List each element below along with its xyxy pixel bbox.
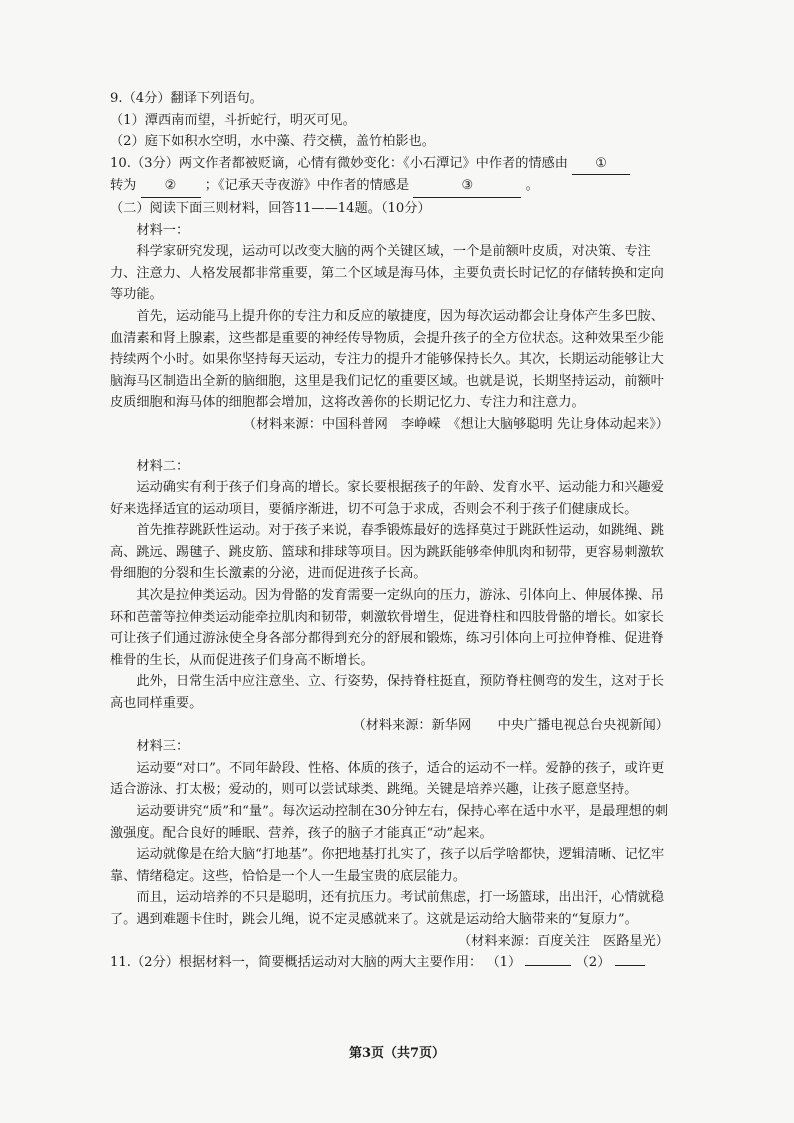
material-2-label: 材料二： (136, 458, 190, 474)
material-2-source: （材料来源：新华网 中央广播电视总台央视新闻） (352, 717, 669, 733)
answer-blank-3[interactable]: ③ (413, 175, 521, 198)
material-3-paragraph-1: 运动要“对口”。不同年龄段、性格、体质的孩子，适合的运动不一样。爱静的孩子，或许更适合游泳、打太极；爱动的，则可以尝试球类、跳绳。关键是培养兴趣，让孩子愿意坚持。 (110, 760, 665, 798)
question-10-line-2: 转为 ② ；《记承天寺夜游》中作者的情感是 ③ 。 (110, 175, 675, 198)
material-3-label: 材料三： (136, 739, 190, 755)
question-9: 9.（4分）翻译下列语句。 (110, 91, 263, 106)
page-number: 第3页（共7页） (348, 1046, 446, 1061)
answer-blank-1[interactable]: ① (572, 153, 630, 176)
question-10-line-1: 10.（3分）两文作者都被贬谪，心情有微妙变化：《小石潭记》中作者的情感由 ① (110, 153, 675, 176)
material-1-paragraph-1: 科学家研究发现，运动可以改变大脑的两个关键区域，一个是前额叶皮质，对决策、专注力、注意力、人格发展都非常重要，第二个区域是海马体，主要负责长时记忆的存储转换和定向等功能。 (110, 244, 664, 303)
section-2-heading: （二）阅读下面三则材料，回答11——14题。（10分） (110, 200, 431, 216)
question-9-sentence-2: （2）庭下如积水空明，水中藻、荇交横，盖竹柏影也。 (110, 134, 435, 150)
material-2-paragraph-3: 其次是拉伸类运动。因为骨骼的发育需要一定纵向的压力，游泳、引体向上、伸展体操、吊环和芭蕾等拉伸类运动能牵拉肌肉和韧带，刺激软骨增生，促进脊柱和四肢骨骼的增长。如家长可让孩子们通过游泳使全身各部分都得到充分的舒展和锻炼，练习引体向上可拉伸脊椎、促进脊椎骨的生长，从而促进孩子们身高不断增长。 (110, 588, 664, 668)
material-2-paragraph-4: 此外，日常生活中应注意坐、立、行姿势，保持脊柱挺直，预防脊柱侧弯的发生，这对于长高也同样重要。 (110, 674, 664, 712)
material-2-paragraph-2: 首先推荐跳跃性运动。对于孩子来说，春季锻炼最好的选择莫过于跳跃性运动，如跳绳、跳高、跳远、踢毽子、跳皮筋、篮球和排球等项目。因为跳跃能够牵伸肌肉和韧带，更容易刺激软骨细胞的分裂和生长激素的分泌，进而促进孩子长高。 (110, 523, 664, 582)
question-11: 11.（2分）根据材料一，简要概括运动对大脑的两大主要作用： （1） （2） (110, 952, 675, 974)
page-content (110, 88, 675, 974)
material-1-paragraph-2: 首先，运动能马上提升你的专注力和反应的敏捷度，因为每次运动都会让身体产生多巴胺、血清素和肾上腺素，这些都是重要的神经传导物质，会提升孩子的全方位状态。这种效果至少能持续两个小时。如果你坚持每天运动，专注力的提升才能够保持长久。其次，长期运动能够让大脑海马区制造出全新的脑细胞，这里是我们记忆的重要区域。也就是说，长期坚持运动，前额叶皮质细胞和海马体的细胞都会增加，这将改善你的长期记忆力、专注力和注意力。 (110, 308, 664, 411)
material-1-label: 材料一： (136, 222, 190, 238)
answer-blank-2[interactable]: ② (141, 175, 201, 198)
material-2-paragraph-1: 运动确实有利于孩子们身高的增长。家长要根据孩子的年龄、发育水平、运动能力和兴趣爱好来选择适宜的运动项目，要循序渐进，切不可急于求成，否则会不利于孩子们健康成长。 (110, 480, 664, 517)
material-3-paragraph-3: 运动就像是在给大脑“打地基”。你把地基打扎实了，孩子以后学啥都快，逻辑清晰、记忆牢靠、情绪稳定。这些，恰恰是一个人一生最宝贵的底层能力。 (110, 847, 665, 884)
answer-blank-11-1[interactable] (525, 965, 571, 966)
answer-blank-11-2[interactable] (615, 965, 645, 966)
material-1-source: （材料来源：中国科普网 李峥嵘 《想让大脑够聪明 先让身体动起来》） (242, 416, 669, 432)
material-3-paragraph-2: 运动要讲究“质”和“量”。每次运动控制在30分钟左右，保持心率在适中水平，是最理想的刺激强度。配合良好的睡眠、营养，孩子的脑子才能真正“动”起来。 (110, 804, 669, 841)
question-9-sentence-1: （1）潭西南而望，斗折蛇行，明灭可见。 (110, 112, 356, 128)
material-3-paragraph-4: 而且，运动培养的不只是聪明，还有抗压力。考试前焦虑，打一场篮球，出出汗，心情就稳了。遇到难题卡住时，跳会儿绳，说不定灵感就来了。这就是运动给大脑带来的“复原力”。 (110, 890, 664, 927)
material-3-source: （材料来源：百度关注 医路星光） (458, 933, 669, 949)
